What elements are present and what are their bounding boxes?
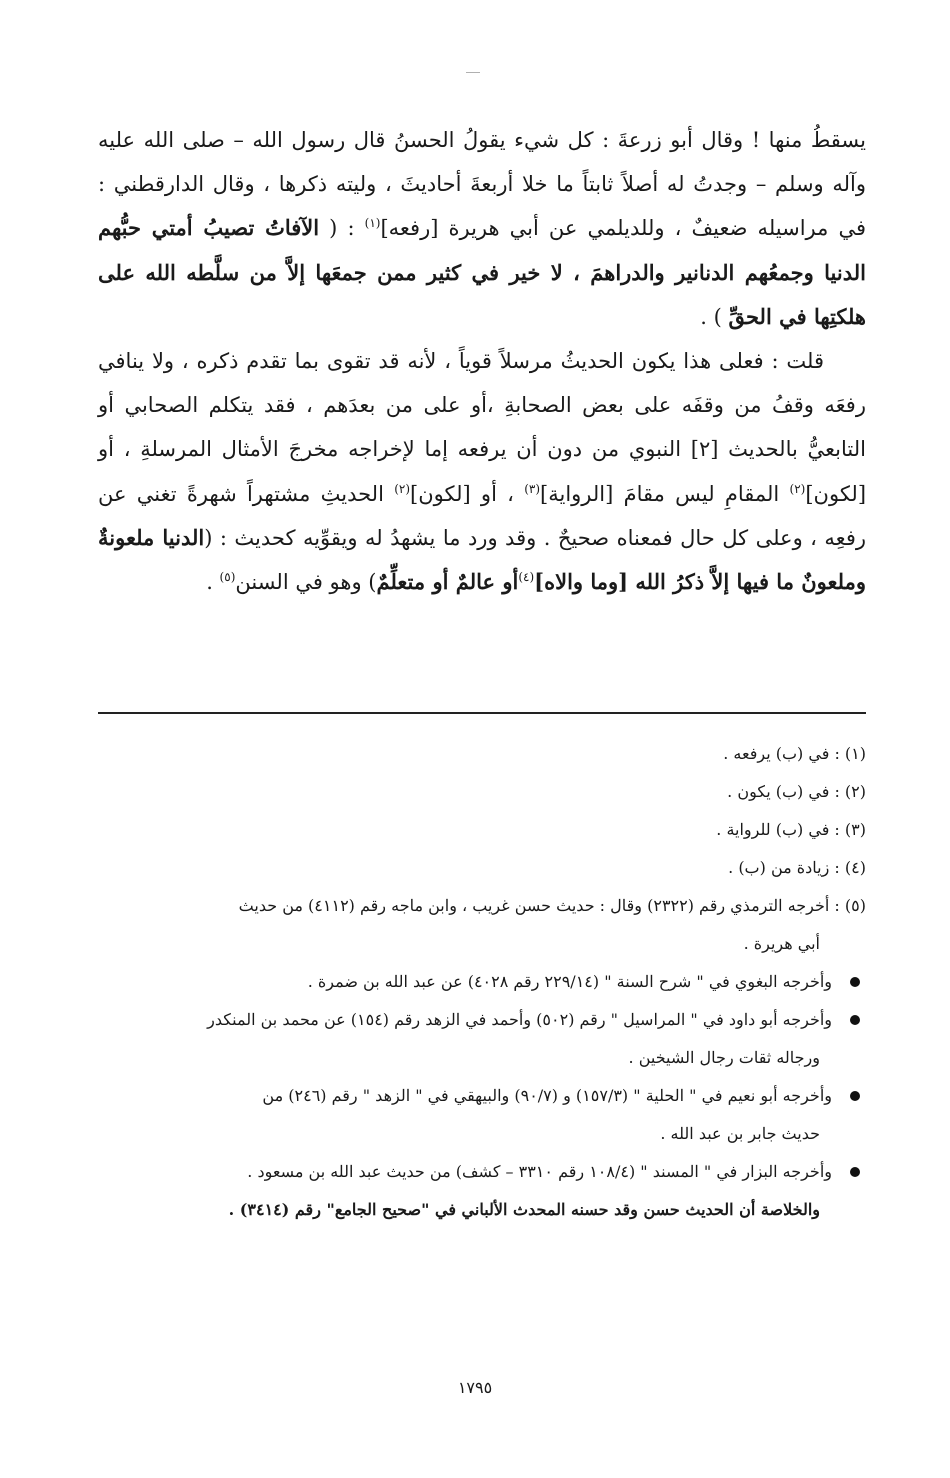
footnote-ref-4: (٤) [518, 570, 535, 585]
footnote-bullet-4 [98, 1153, 866, 1191]
paragraph-1 [98, 118, 866, 339]
bullet-dot-icon [850, 977, 860, 987]
footnote-bullet-2-continuation: ورجاله ثقات رجال الشيخين . [628, 1048, 820, 1067]
footnote-bullet-1 [98, 963, 866, 1001]
bullet-text: وأخرجه البزار في " المسند " (١٠٨/٤ رقم ٣٣١٠ – كشف) من حديث عبد الله بن مسعود . [247, 1162, 832, 1181]
footnote-1: (١) : في (ب) يرفعه . [723, 744, 866, 763]
bullet-dot-icon [850, 1015, 860, 1025]
footnote-ref-2: (٢) [789, 481, 806, 496]
footnote-separator [98, 712, 866, 714]
footnote-ref-5: (٥) [219, 570, 236, 585]
page-number: ١٧٩٥ [457, 1378, 493, 1397]
bullet-dot-icon [850, 1091, 860, 1101]
top-mark [466, 72, 480, 73]
conclusion: والخلاصة أن الحديث حسن وقد حسنه المحدث الألباني في "صحيح الجامع" رقم (٣٤١٤) . [228, 1200, 820, 1219]
hadith-quote-2: الدنيا ملعونةٌ وملعونٌ ما فيها إلاَّ ذكرُ الله [وما والاه] [98, 524, 866, 595]
footnote-ref-2b: (٢) [394, 481, 411, 496]
footnote-3: (٣) : في (ب) للرواية . [716, 820, 866, 839]
p2-text-4: الحديثِ مشتهراً شهرةً تغني عن رفعِه ، وعلى كل حال فمعناه صحيحٌ . وقد ورد ما يشهدُ له ويقوِّيه كحديث : ( [98, 481, 866, 550]
footnote-2: (٢) : في (ب) يكون . [727, 782, 866, 801]
footnote-bullet-2 [98, 1001, 866, 1039]
bullet-text: وأخرجه أبو داود في " المراسيل " رقم (٥٠٢) وأحمد في الزهد رقم (١٥٤) عن محمد بن المنكدر [207, 1010, 832, 1029]
p2-text-6: . [206, 570, 220, 595]
p2-text-5: ) وهو في السنن [235, 570, 377, 595]
bullet-text: وأخرجه أبو نعيم في " الحلية " (١٥٧/٣) و (٩٠/٧) والبيهقي في " الزهد " رقم (٢٤٦) من [262, 1086, 832, 1105]
footnote-bullet-3-continuation: حديث جابر بن عبد الله . [660, 1124, 820, 1143]
footnote-bullet-3 [98, 1077, 866, 1115]
hadith-quote-3: أو عالمٌ أو متعلِّمٌ [376, 569, 519, 595]
p2-text-2: المقامِ ليس مقامَ [الرواية] [540, 481, 790, 506]
footnote-ref-1: (١) [364, 216, 381, 231]
p2-text-1: قلت : فعلى هذا يكون الحديثُ مرسلاً قوياً ، لأنه قد تقوى بما تقدم ذكره ، ولا ينافي رفعَه وقفُ من وقفَه على بعض الصحابةِ ،أو على من بعدَهم ، فقد يتكلم الصحابي أو التابعيُّ بالحديث [٢] النبوي من دون أن يرفعه إما لإخراجه مخرجَ الأمثال المرسلةِ ، أو [لكون] [98, 349, 867, 506]
footnote-5: (٥) : أخرجه الترمذي رقم (٢٣٢٢) وقال : حديث حسن غريب ، وابن ماجه رقم (٤١١٢) من حديث [238, 896, 866, 915]
main-text [98, 118, 866, 604]
p1-text-3: ) . [700, 304, 729, 329]
hadith-quote-1: الآفاتُ تصيبُ أمتي حبُّهم الدنيا وجمعُهم الدنانير والدراهمَ ، لا خير في كثير ممن جمعَها إلاَّ من سلَّطه الله على هلكتِها في الحقِّ [98, 215, 866, 329]
bullet-text: وأخرجه البغوي في " شرح السنة " (٢٢٩/١٤ رقم ٤٠٢٨) عن عبد الله بن ضمرة . [307, 972, 832, 991]
footnotes [98, 735, 866, 1229]
p1-text-2: : ( [319, 216, 365, 241]
p1-text-1: يسقطُ منها ! وقال أبو زرعةَ : كل شيء يقولُ الحسنُ قال رسول الله – صلى الله عليه وآله وسلم – وجدتُ له أصلاً ثابتاً ما خلا أربعةَ أحاديثَ ، وليته ذكرها ، وقال الدارقطني : في مراسيله ضعيفٌ ، وللديلمي عن أبي هريرة [رفعه] [98, 128, 866, 241]
footnote-ref-3: (٣) [524, 481, 541, 496]
bullet-dot-icon [850, 1167, 860, 1177]
footnote-5-continuation: أبي هريرة . [743, 934, 820, 953]
footnote-4: (٤) : زيادة من (ب) . [728, 858, 866, 877]
p2-text-3: ، أو [لكون] [410, 481, 525, 506]
paragraph-2 [98, 339, 866, 604]
